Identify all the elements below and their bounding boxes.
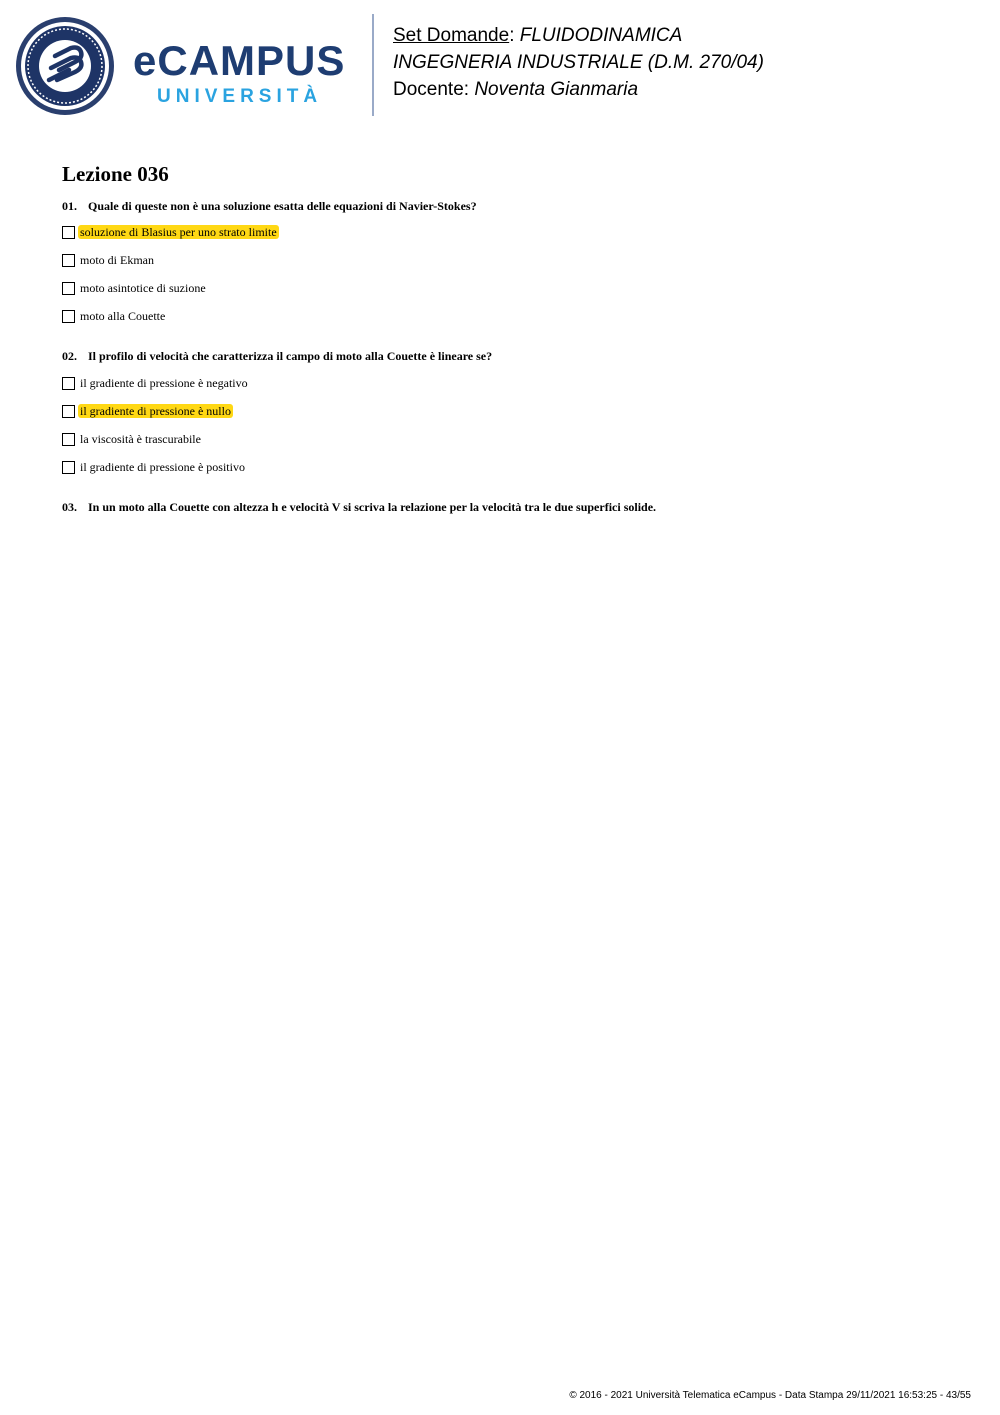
answer-option-text: il gradiente di pressione è nullo: [80, 404, 231, 418]
question-1: [62, 199, 477, 214]
answer-checkbox[interactable]: [62, 433, 75, 446]
answer-option[interactable]: [62, 375, 250, 391]
brand-name: eCAMPUS: [133, 37, 346, 84]
answer-option-text: la viscosità è trascurabile: [80, 432, 201, 446]
lesson-title: Lezione 036: [62, 162, 169, 186]
header-set-line: Set Domande: FLUIDODINAMICA: [393, 25, 683, 46]
answer-option[interactable]: [62, 431, 203, 447]
answer-option-text: moto alla Couette: [80, 309, 166, 323]
answer-checkbox[interactable]: [62, 226, 75, 239]
question-2: [62, 349, 492, 364]
set-value: FLUIDODINAMICA: [519, 25, 683, 46]
question-text: Quale di queste non è una soluzione esatta delle equazioni di Navier-Stokes?: [88, 199, 477, 213]
header-info: [393, 22, 764, 103]
question-text: Il profilo di velocità che caratterizza il campo di moto alla Couette è lineare se?: [88, 349, 493, 363]
answer-option[interactable]: [62, 403, 233, 419]
header-teacher-line: [393, 76, 764, 103]
teacher-name: Noventa Gianmaria: [474, 79, 639, 100]
answer-option[interactable]: [62, 224, 279, 240]
answer-option-text: il gradiente di pressione è positivo: [80, 460, 245, 474]
question-number: 03.: [62, 500, 77, 514]
header-divider: [372, 14, 374, 116]
brand-subtitle: UNIVERSITÀ: [157, 86, 323, 107]
answer-option[interactable]: [62, 308, 167, 324]
teacher-label: Docente:: [393, 79, 470, 100]
answer-checkbox[interactable]: [62, 405, 75, 418]
answer-checkbox[interactable]: [62, 461, 75, 474]
answer-option[interactable]: [62, 459, 247, 475]
question-number: 02.: [62, 349, 77, 363]
answer-option-text: moto di Ekman: [80, 253, 154, 267]
answer-checkbox[interactable]: [62, 282, 75, 295]
question-text: In un moto alla Couette con altezza h e velocità V si scriva la relazione per la velocità tra le due superfici solide.: [88, 500, 657, 514]
answer-option-text: soluzione di Blasius per uno strato limite: [80, 225, 277, 239]
answer-option[interactable]: [62, 252, 156, 268]
answer-option[interactable]: [62, 280, 208, 296]
answer-checkbox[interactable]: [62, 310, 75, 323]
page-footer: © 2016 - 2021 Università Telematica eCampus - Data Stampa 29/11/2021 16:53:25 - 43/55: [569, 1390, 971, 1401]
header-course: INGEGNERIA INDUSTRIALE (D.M. 270/04): [393, 52, 764, 73]
question-3: [62, 500, 656, 515]
answer-option-text: il gradiente di pressione è negativo: [80, 376, 248, 390]
answer-option-text: moto asintotice di suzione: [80, 281, 206, 295]
ecampus-wordmark: [133, 37, 346, 108]
question-number: 01.: [62, 199, 77, 213]
answer-checkbox[interactable]: [62, 377, 75, 390]
answer-checkbox[interactable]: [62, 254, 75, 267]
ecampus-seal-logo: [15, 16, 115, 116]
set-label: Set Domande: [393, 25, 510, 46]
